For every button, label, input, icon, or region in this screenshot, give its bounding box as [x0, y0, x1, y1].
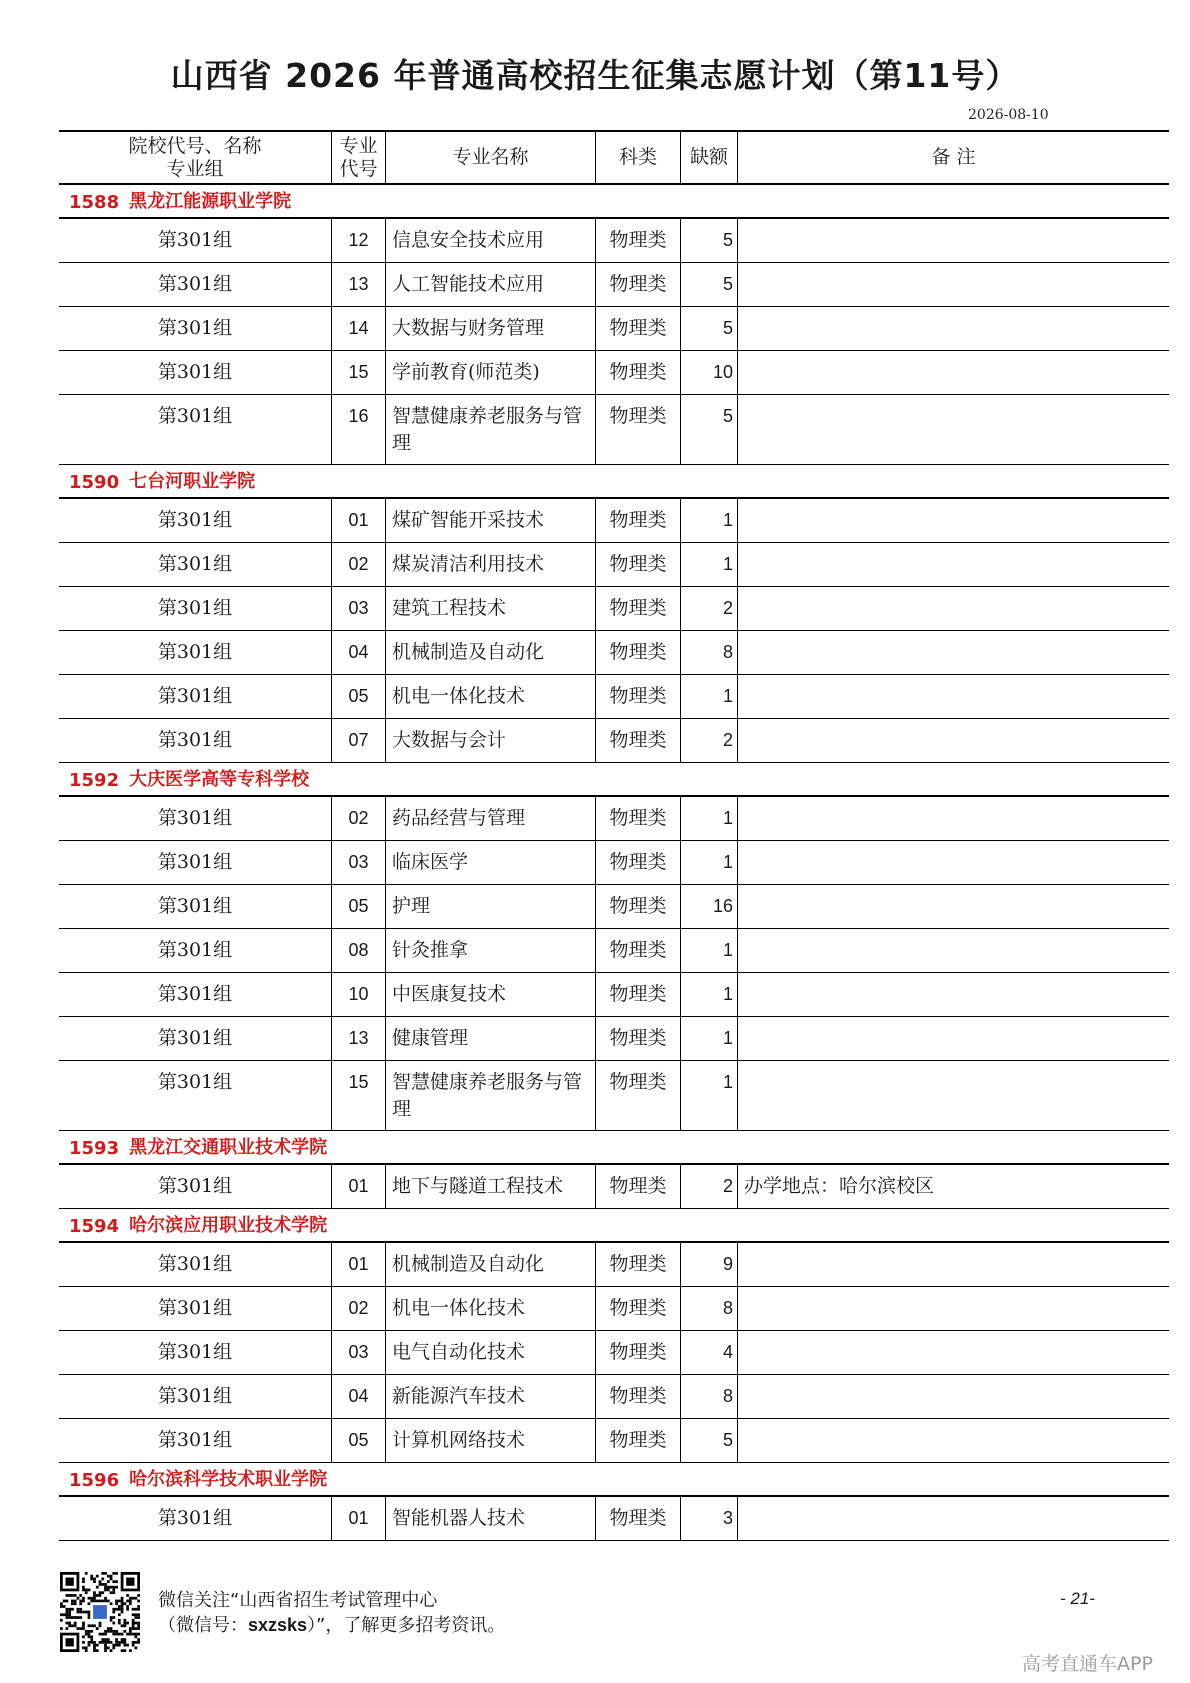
- cell-group: 第301组: [59, 973, 332, 1016]
- header-major-code: 专业 代号: [332, 132, 386, 183]
- cell-major-code: 05: [332, 885, 386, 928]
- school-code: 1592: [69, 770, 120, 791]
- cell-group: 第301组: [59, 719, 332, 762]
- cell-category: 物理类: [596, 719, 681, 762]
- cell-category: 物理类: [596, 797, 681, 840]
- cell-remark: [738, 1017, 1169, 1060]
- cell-major-name: 临床医学: [386, 841, 596, 884]
- cell-group: 第301组: [59, 587, 332, 630]
- school-code: 1596: [69, 1470, 120, 1491]
- header-vacancy: 缺额: [681, 132, 738, 183]
- cell-major-name: 护理: [386, 885, 596, 928]
- table-row: [59, 885, 1169, 929]
- cell-major-name: 机电一体化技术: [386, 1287, 596, 1330]
- footer-line-1: 微信关注“山西省招生考试管理中心: [158, 1590, 438, 1611]
- cell-major-name: 大数据与财务管理: [386, 307, 596, 350]
- cell-category: 物理类: [596, 841, 681, 884]
- cell-vacancy: 1: [681, 973, 738, 1016]
- cell-remark: [738, 973, 1169, 1016]
- table-body: [59, 185, 1169, 1541]
- table-row: [59, 499, 1169, 543]
- cell-vacancy: 5: [681, 219, 738, 262]
- cell-major-name: 人工智能技术应用: [386, 263, 596, 306]
- cell-vacancy: 5: [681, 1419, 738, 1462]
- cell-major-name: 信息安全技术应用: [386, 219, 596, 262]
- cell-category: 物理类: [596, 885, 681, 928]
- cell-major-code: 04: [332, 631, 386, 674]
- cell-major-name: 机电一体化技术: [386, 675, 596, 718]
- cell-major-name: 地下与隧道工程技术: [386, 1165, 596, 1208]
- cell-vacancy: 5: [681, 395, 738, 464]
- cell-vacancy: 2: [681, 1165, 738, 1208]
- cell-group: 第301组: [59, 1497, 332, 1540]
- cell-group: 第301组: [59, 1017, 332, 1060]
- cell-vacancy: 1: [681, 499, 738, 542]
- table-row: [59, 395, 1169, 465]
- header-group: 院校代号、名称 专业组: [59, 132, 332, 183]
- cell-major-code: 16: [332, 395, 386, 464]
- school-code: 1590: [69, 472, 120, 493]
- table-row: [59, 719, 1169, 763]
- cell-vacancy: 1: [681, 1061, 738, 1130]
- table-row: [59, 841, 1169, 885]
- cell-vacancy: 5: [681, 307, 738, 350]
- cell-major-name: 药品经营与管理: [386, 797, 596, 840]
- cell-vacancy: 1: [681, 1017, 738, 1060]
- cell-major-name: 建筑工程技术: [386, 587, 596, 630]
- cell-major-name: 煤矿智能开采技术: [386, 499, 596, 542]
- cell-remark: [738, 1061, 1169, 1130]
- table-row: [59, 263, 1169, 307]
- cell-category: 物理类: [596, 543, 681, 586]
- cell-remark: [738, 675, 1169, 718]
- table-row: [59, 929, 1169, 973]
- cell-group: 第301组: [59, 631, 332, 674]
- cell-group: 第301组: [59, 1287, 332, 1330]
- cell-vacancy: 3: [681, 1497, 738, 1540]
- cell-group: 第301组: [59, 499, 332, 542]
- cell-vacancy: 8: [681, 631, 738, 674]
- cell-remark: [738, 395, 1169, 464]
- cell-category: 物理类: [596, 587, 681, 630]
- cell-vacancy: 1: [681, 797, 738, 840]
- cell-remark: [738, 841, 1169, 884]
- cell-category: 物理类: [596, 1331, 681, 1374]
- cell-remark: [738, 631, 1169, 674]
- cell-major-name: 针灸推拿: [386, 929, 596, 972]
- cell-major-name: 新能源汽车技术: [386, 1375, 596, 1418]
- cell-vacancy: 8: [681, 1375, 738, 1418]
- school-header: [59, 1463, 1169, 1497]
- cell-remark: [738, 219, 1169, 262]
- cell-major-name: 机械制造及自动化: [386, 631, 596, 674]
- cell-category: 物理类: [596, 351, 681, 394]
- cell-vacancy: 9: [681, 1243, 738, 1286]
- table-row: [59, 797, 1169, 841]
- table-row: [59, 631, 1169, 675]
- table-row: [59, 973, 1169, 1017]
- cell-group: 第301组: [59, 307, 332, 350]
- cell-group: 第301组: [59, 543, 332, 586]
- school-name: 哈尔滨科学技术职业学院: [129, 1469, 328, 1490]
- cell-remark: [738, 885, 1169, 928]
- qr-code-icon: [60, 1572, 140, 1652]
- school-code: 1594: [69, 1216, 120, 1237]
- cell-category: 物理类: [596, 1419, 681, 1462]
- cell-major-code: 12: [332, 219, 386, 262]
- cell-major-name: 智慧健康养老服务与管理: [386, 1061, 596, 1130]
- table-row: [59, 1017, 1169, 1061]
- cell-major-name: 计算机网络技术: [386, 1419, 596, 1462]
- table-header: [59, 130, 1169, 185]
- cell-major-code: 01: [332, 1243, 386, 1286]
- cell-remark: [738, 263, 1169, 306]
- table-row: [59, 1419, 1169, 1463]
- school-name: 七台河职业学院: [129, 471, 256, 492]
- school-header: [59, 1209, 1169, 1243]
- cell-category: 物理类: [596, 1375, 681, 1418]
- cell-category: 物理类: [596, 675, 681, 718]
- cell-category: 物理类: [596, 1497, 681, 1540]
- cell-category: 物理类: [596, 263, 681, 306]
- cell-category: 物理类: [596, 219, 681, 262]
- cell-category: 物理类: [596, 929, 681, 972]
- cell-major-name: 智能机器人技术: [386, 1497, 596, 1540]
- cell-major-code: 02: [332, 797, 386, 840]
- cell-remark: [738, 351, 1169, 394]
- table-row: [59, 1061, 1169, 1131]
- cell-category: 物理类: [596, 1243, 681, 1286]
- school-header: [59, 185, 1169, 219]
- cell-category: 物理类: [596, 307, 681, 350]
- table-row: [59, 1375, 1169, 1419]
- cell-major-name: 煤炭清洁利用技术: [386, 543, 596, 586]
- cell-major-name: 智慧健康养老服务与管理: [386, 395, 596, 464]
- cell-remark: [738, 1287, 1169, 1330]
- cell-major-code: 03: [332, 841, 386, 884]
- page-number: - 21-: [1060, 1589, 1095, 1608]
- cell-remark: [738, 587, 1169, 630]
- cell-major-code: 13: [332, 1017, 386, 1060]
- header-category: 科类: [596, 132, 681, 183]
- school-name: 大庆医学高等专科学校: [129, 769, 310, 790]
- table-row: [59, 675, 1169, 719]
- cell-category: 物理类: [596, 1287, 681, 1330]
- table-row: [59, 1331, 1169, 1375]
- cell-group: 第301组: [59, 1243, 332, 1286]
- cell-major-name: 电气自动化技术: [386, 1331, 596, 1374]
- table-row: [59, 587, 1169, 631]
- page-title: 山西省 2026 年普通高校招生征集志愿计划（第11号）: [170, 56, 1020, 95]
- cell-major-code: 01: [332, 499, 386, 542]
- cell-major-code: 04: [332, 1375, 386, 1418]
- cell-vacancy: 1: [681, 543, 738, 586]
- cell-vacancy: 16: [681, 885, 738, 928]
- cell-vacancy: 4: [681, 1331, 738, 1374]
- cell-vacancy: 1: [681, 841, 738, 884]
- cell-major-code: 08: [332, 929, 386, 972]
- table-row: [59, 1287, 1169, 1331]
- footer-line-2: （微信号：sxzsks）”，了解更多招考资讯。: [158, 1615, 506, 1636]
- cell-vacancy: 5: [681, 263, 738, 306]
- cell-major-code: 03: [332, 1331, 386, 1374]
- cell-major-name: 机械制造及自动化: [386, 1243, 596, 1286]
- school-code: 1588: [69, 192, 120, 213]
- cell-category: 物理类: [596, 1017, 681, 1060]
- cell-remark: 办学地点：哈尔滨校区: [744, 1175, 935, 1197]
- cell-remark: [738, 499, 1169, 542]
- cell-remark: [738, 1375, 1169, 1418]
- table-row: [59, 307, 1169, 351]
- cell-major-name: 健康管理: [386, 1017, 596, 1060]
- cell-group: 第301组: [59, 351, 332, 394]
- cell-major-code: 15: [332, 1061, 386, 1130]
- cell-major-code: 05: [332, 675, 386, 718]
- cell-major-name: 大数据与会计: [386, 719, 596, 762]
- cell-vacancy: 2: [681, 587, 738, 630]
- enrollment-plan-table: [59, 130, 1169, 1541]
- cell-group: 第301组: [59, 1165, 332, 1208]
- cell-group: 第301组: [59, 263, 332, 306]
- cell-major-code: 03: [332, 587, 386, 630]
- cell-vacancy: 1: [681, 929, 738, 972]
- cell-major-code: 02: [332, 1287, 386, 1330]
- cell-category: 物理类: [596, 973, 681, 1016]
- header-remark: 备 注: [931, 146, 976, 168]
- cell-major-name: 中医康复技术: [386, 973, 596, 1016]
- table-row: [59, 219, 1169, 263]
- cell-group: 第301组: [59, 219, 332, 262]
- cell-major-code: 14: [332, 307, 386, 350]
- cell-remark: [738, 1497, 1169, 1540]
- table-row: [59, 543, 1169, 587]
- cell-group: 第301组: [59, 1331, 332, 1374]
- footer-wechat-note: [158, 1588, 505, 1638]
- cell-major-code: 01: [332, 1497, 386, 1540]
- wechat-id: sxzsks: [248, 1615, 308, 1635]
- cell-remark: [738, 543, 1169, 586]
- cell-group: 第301组: [59, 1419, 332, 1462]
- table-row: [59, 1165, 1169, 1209]
- school-header: [59, 1131, 1169, 1165]
- school-header: [59, 763, 1169, 797]
- cell-category: 物理类: [596, 395, 681, 464]
- cell-major-name: 学前教育(师范类): [386, 351, 596, 394]
- cell-category: 物理类: [596, 631, 681, 674]
- cell-major-code: 13: [332, 263, 386, 306]
- cell-remark: [738, 719, 1169, 762]
- cell-vacancy: 8: [681, 1287, 738, 1330]
- cell-category: 物理类: [596, 1165, 681, 1208]
- header-major-name: 专业名称: [386, 132, 596, 183]
- school-name: 黑龙江交通职业技术学院: [129, 1137, 328, 1158]
- table-row: [59, 1243, 1169, 1287]
- cell-vacancy: 1: [681, 675, 738, 718]
- cell-remark: [738, 1331, 1169, 1374]
- table-row: [59, 1497, 1169, 1541]
- cell-major-code: 10: [332, 973, 386, 1016]
- cell-remark: [738, 307, 1169, 350]
- app-watermark: 高考直通车APP: [1022, 1653, 1153, 1675]
- cell-category: 物理类: [596, 499, 681, 542]
- cell-major-code: 07: [332, 719, 386, 762]
- cell-remark: [738, 1243, 1169, 1286]
- cell-vacancy: 2: [681, 719, 738, 762]
- cell-major-code: 02: [332, 543, 386, 586]
- school-code: 1593: [69, 1138, 120, 1159]
- cell-group: 第301组: [59, 885, 332, 928]
- cell-group: 第301组: [59, 1375, 332, 1418]
- school-name: 黑龙江能源职业学院: [129, 191, 292, 212]
- cell-category: 物理类: [596, 1061, 681, 1130]
- school-header: [59, 465, 1169, 499]
- school-name: 哈尔滨应用职业技术学院: [129, 1215, 328, 1236]
- cell-group: 第301组: [59, 395, 332, 464]
- cell-remark: [738, 1419, 1169, 1462]
- cell-major-code: 01: [332, 1165, 386, 1208]
- publish-date: 2026-08-10: [968, 107, 1049, 123]
- cell-major-code: 05: [332, 1419, 386, 1462]
- table-row: [59, 351, 1169, 395]
- cell-remark: [738, 797, 1169, 840]
- cell-group: 第301组: [59, 1061, 332, 1130]
- cell-vacancy: 10: [681, 351, 738, 394]
- cell-group: 第301组: [59, 675, 332, 718]
- cell-remark: [738, 929, 1169, 972]
- cell-group: 第301组: [59, 797, 332, 840]
- cell-group: 第301组: [59, 929, 332, 972]
- cell-group: 第301组: [59, 841, 332, 884]
- cell-major-code: 15: [332, 351, 386, 394]
